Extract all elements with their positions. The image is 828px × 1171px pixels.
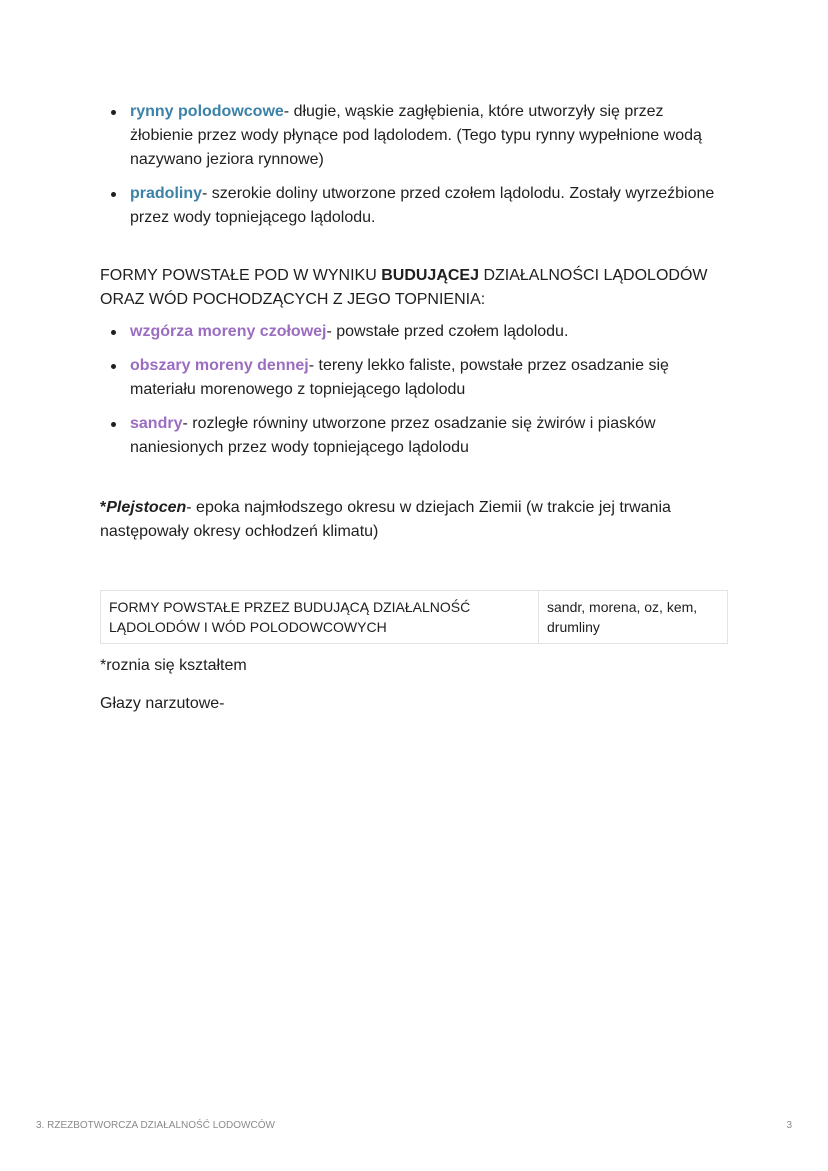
table-cell: sandr, morena, oz, kem, drumliny bbox=[539, 591, 728, 644]
note-term: Plejstocen bbox=[106, 499, 187, 516]
definition: - rozległe równiny utworzone przez osadzanie się żwirów i piasków naniesionych przez wody topniejącego lądolodu bbox=[130, 415, 656, 456]
heading-text-end: DZIAŁALNOŚCI LĄDOLODÓW ORAZ WÓD POCHODZĄCYCH Z JEGO TOPNIENIA: bbox=[100, 267, 708, 308]
shape-note: *roznia się kształtem bbox=[100, 657, 247, 674]
list-item bbox=[100, 182, 730, 230]
list-item bbox=[100, 320, 730, 344]
list-item bbox=[100, 354, 730, 402]
note-text: - epoka najmłodszego okresu w dziejach Ziemii (w trakcie jej trwania następowały okresy ochłodzeń klimatu) bbox=[100, 499, 671, 540]
page-footer bbox=[36, 1120, 792, 1131]
term: rynny polodowcowe bbox=[130, 103, 284, 120]
definition: - długie, wąskie zagłębienia, które utworzyły się przez żłobienie przez wody płynące pod lądolodem. (Tego typu rynny wypełnione wodą nazywano jeziora rynnowe) bbox=[130, 103, 702, 168]
term: sandry bbox=[130, 415, 183, 432]
term: obszary moreny dennej bbox=[130, 357, 309, 374]
list-item bbox=[100, 412, 730, 460]
table-row bbox=[101, 591, 728, 644]
definition: - szerokie doliny utworzone przed czołem lądolodu. Zostały wyrzeźbione przez wody topniejącego lądolodu. bbox=[130, 185, 715, 226]
page-content bbox=[100, 100, 730, 716]
definition: - tereny lekko faliste, powstałe przez osadzanie się materiału morenowego z topniejącego lądolodu bbox=[130, 357, 669, 398]
page-number: 3 bbox=[786, 1120, 792, 1131]
definition: - powstałe przed czołem lądolodu. bbox=[326, 323, 569, 340]
erratic-boulders-line: Głazy narzutowe- bbox=[100, 695, 225, 712]
depositional-forms-list bbox=[100, 320, 730, 460]
heading-bold: BUDUJĄCEJ bbox=[381, 267, 479, 284]
asterisk: * bbox=[100, 499, 107, 516]
table-cell: FORMY POWSTAŁE PRZEZ BUDUJĄCĄ DZIAŁALNOŚĆ LĄDOLODÓW I WÓD POLODOWCOWYCH bbox=[101, 591, 539, 644]
section-heading bbox=[100, 264, 730, 312]
plejstocen-note bbox=[100, 496, 730, 544]
term: wzgórza moreny czołowej bbox=[130, 323, 327, 340]
heading-text: FORMY POWSTAŁE POD W WYNIKU bbox=[100, 267, 382, 284]
term: pradoliny bbox=[130, 185, 203, 202]
forms-table bbox=[100, 590, 728, 644]
footer-title: 3. RZEZBOTWORCZA DZIAŁALNOŚĆ LODOWCÓW bbox=[36, 1120, 275, 1131]
list-item bbox=[100, 100, 730, 172]
erosional-forms-list bbox=[100, 100, 730, 230]
